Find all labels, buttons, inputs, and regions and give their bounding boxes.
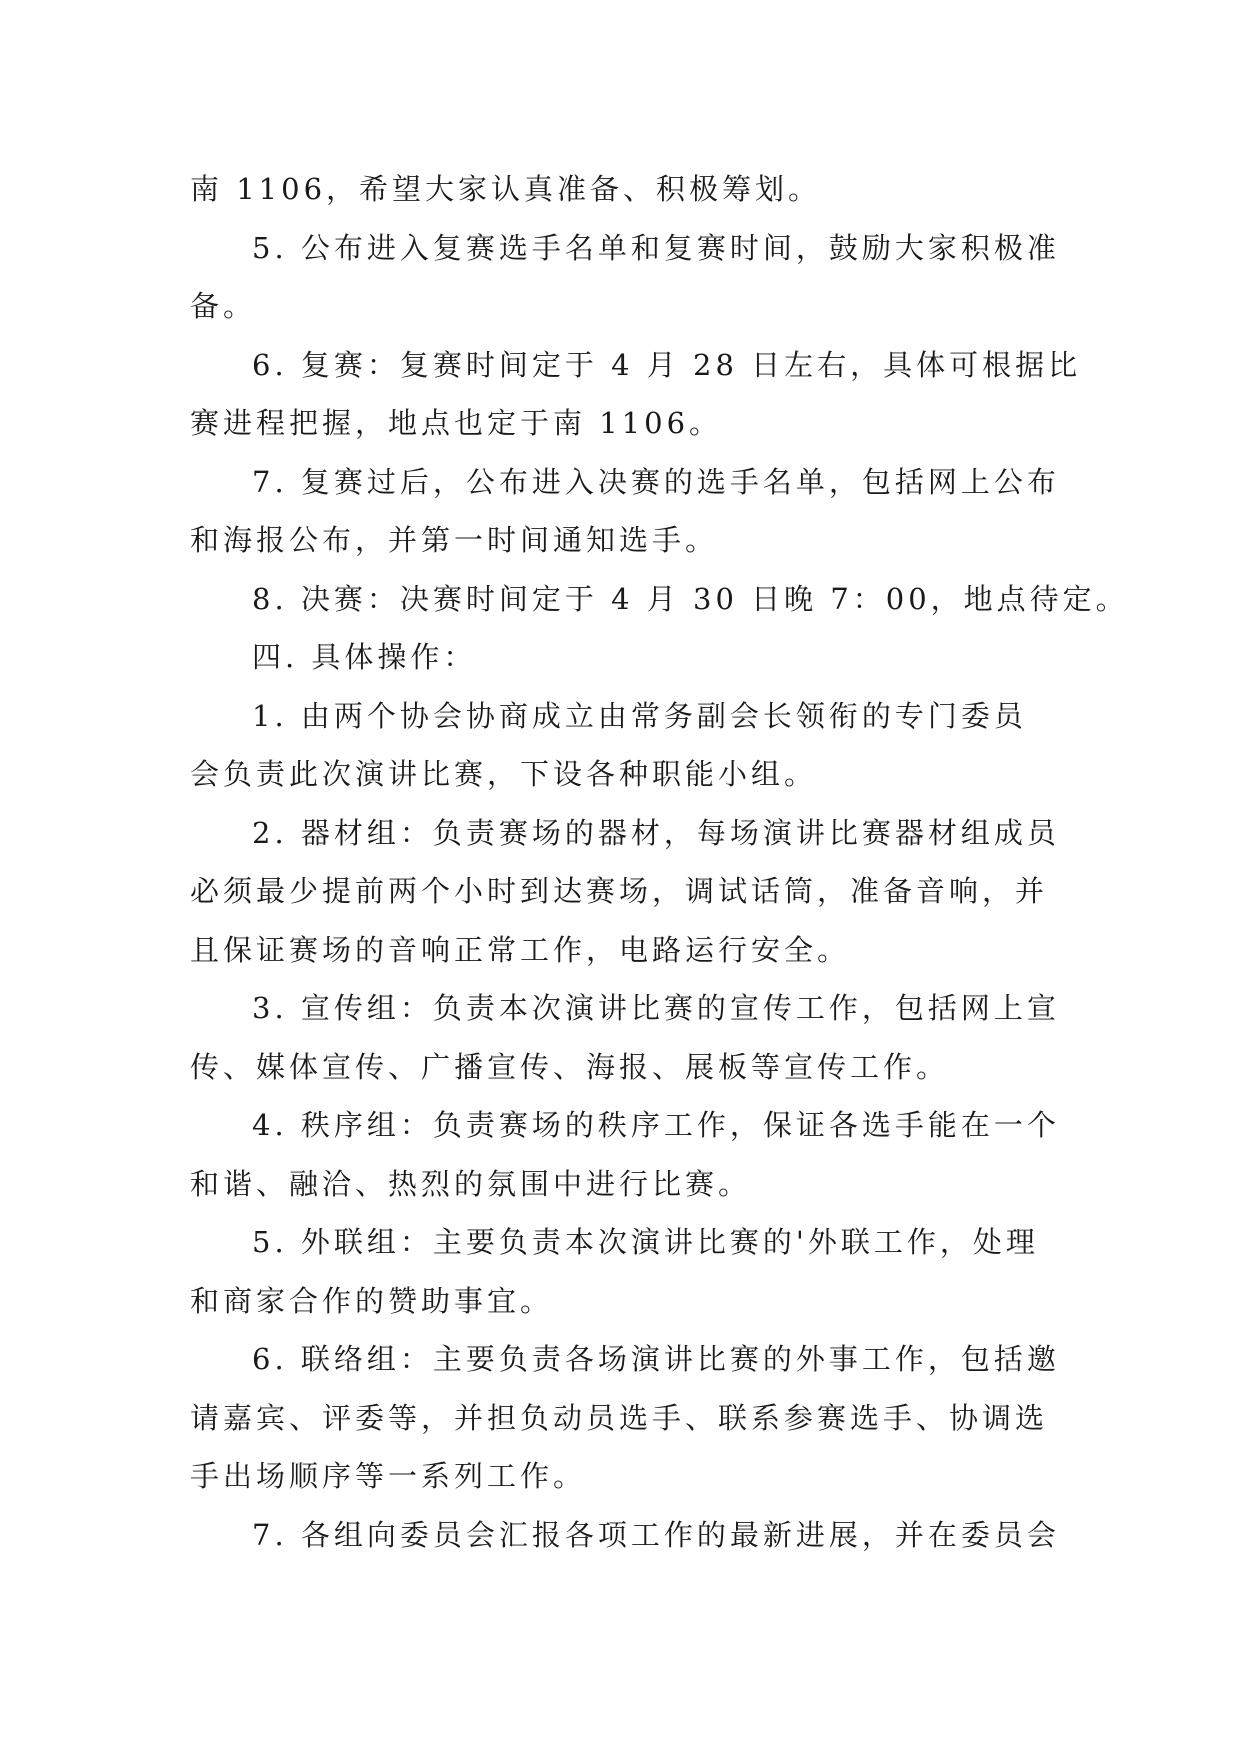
text-line: 8. 决赛：决赛时间定于 4 月 30 日晚 7：00，地点待定。 [252, 581, 1129, 616]
text-line: 会负责此次演讲比赛，下设各种职能小组。 [190, 757, 818, 791]
text-line: 且保证赛场的音响正常工作，电路运行安全。 [190, 932, 851, 967]
text-line: 赛进程把握，地点也定于南 1106。 [190, 406, 723, 440]
paragraph [190, 979, 1060, 1096]
text-line: 四. 具体操作： [252, 640, 477, 674]
text-line: 4. 秩序组：负责赛场的秩序工作，保证各选手能在一个 [252, 1108, 1060, 1142]
paragraph [190, 219, 1060, 336]
text-line: 备。 [190, 289, 257, 323]
text-line: 3. 宣传组：负责本次演讲比赛的宣传工作，包括网上宣 [252, 991, 1060, 1025]
text-line: 1. 由两个协会协商成立由常务副会长领衔的专门委员 [252, 698, 1027, 733]
paragraph [190, 160, 1060, 219]
section-heading [190, 628, 1060, 687]
text-line: 7. 各组向委员会汇报各项工作的最新进展，并在委员会 [252, 1517, 1060, 1552]
text-line: 必须最少提前两个小时到达赛场，调试话筒，准备音响，并 [190, 874, 1049, 908]
paragraph [190, 453, 1060, 570]
text-line: 传、媒体宣传、广播宣传、海报、展板等宣传工作。 [190, 1049, 950, 1084]
text-line: 和海报公布，并第一时间通知选手。 [190, 523, 719, 557]
text-line: 和商家合作的赞助事宜。 [190, 1283, 554, 1318]
document-body [190, 160, 1129, 1564]
text-line: 6. 复赛：复赛时间定于 4 月 28 日左右，具体可根据比 [252, 347, 1082, 382]
text-line: 7. 复赛过后，公布进入决赛的选手名单，包括网上公布 [252, 464, 1060, 499]
paragraph [190, 804, 1060, 980]
text-line: 2. 器材组：负责赛场的器材，每场演讲比赛器材组成员 [252, 815, 1060, 850]
text-line: 请嘉宾、评委等，并担负动员选手、联系参赛选手、协调选 [190, 1400, 1049, 1435]
paragraph [190, 1213, 1060, 1330]
paragraph [190, 1506, 1060, 1565]
text-line: 和谐、融洽、热烈的氛围中进行比赛。 [190, 1166, 752, 1201]
text-line: 5. 公布进入复赛选手名单和复赛时间，鼓励大家积极准 [252, 230, 1060, 265]
paragraph [190, 570, 1129, 629]
paragraph [190, 336, 1082, 453]
text-line: 南 1106，希望大家认真准备、积极筹划。 [190, 172, 822, 206]
paragraph [190, 1096, 1060, 1213]
paragraph [190, 687, 1060, 804]
text-line: 6. 联络组：主要负责各场演讲比赛的外事工作，包括邀 [252, 1342, 1060, 1376]
paragraph [190, 1330, 1060, 1506]
text-line: 5. 外联组：主要负责本次演讲比赛的'外联工作，处理 [252, 1225, 1039, 1259]
text-line: 手出场顺序等一系列工作。 [190, 1459, 587, 1493]
